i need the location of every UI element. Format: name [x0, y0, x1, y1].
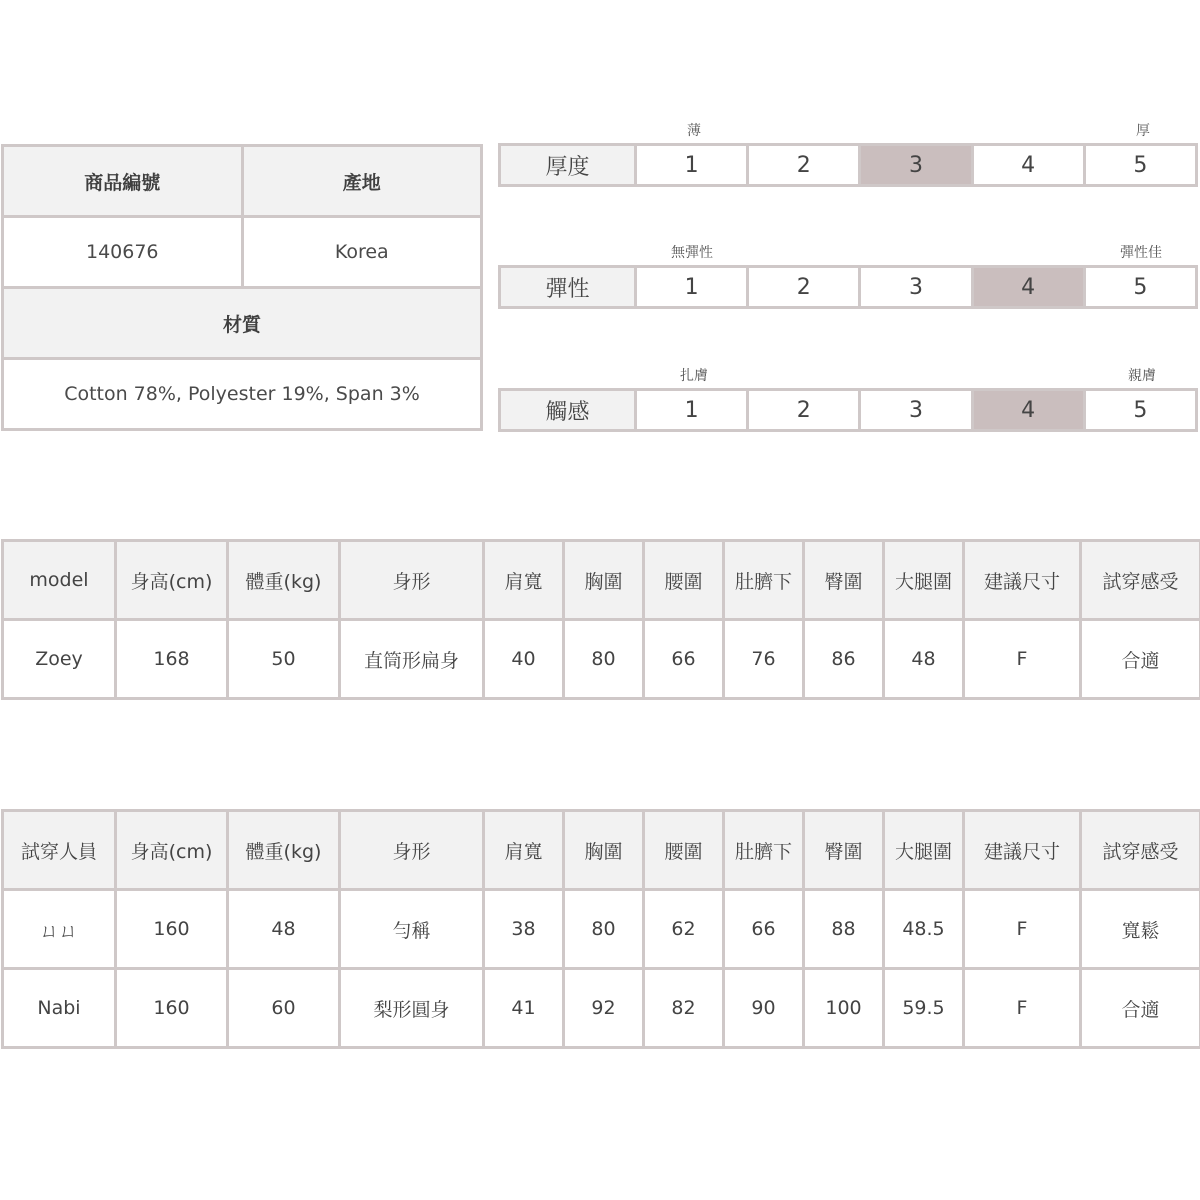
table-cell: 48 [228, 890, 340, 969]
scale-cell: 2 [748, 145, 860, 186]
model-measurement-table [1, 539, 1200, 700]
column-header: 大腿圍 [884, 541, 964, 620]
table-cell: F [964, 620, 1081, 699]
material-value: Cotton 78%, Polyester 19%, Span 3% [3, 359, 482, 430]
table-cell: 48 [884, 620, 964, 699]
fitter-measurement-table [1, 809, 1200, 1049]
column-header: 身高(cm) [116, 811, 228, 890]
table-row [3, 890, 1200, 969]
scale-cell: 5 [1084, 390, 1196, 431]
scale-low-caption: 扎膚 [680, 368, 708, 384]
table-cell: 88 [804, 890, 884, 969]
column-header: 肩寬 [484, 811, 564, 890]
product-info-table [1, 144, 483, 431]
table-cell: ㄩㄩ [3, 890, 116, 969]
column-header: 試穿人員 [3, 811, 116, 890]
elasticity-scale [498, 265, 1198, 309]
column-header: 肚臍下 [724, 541, 804, 620]
table-header-row [3, 811, 1200, 890]
scale-cell: 1 [636, 267, 748, 308]
scale-high-caption: 厚 [1136, 123, 1150, 139]
table-cell: 80 [564, 620, 644, 699]
touch-scale [498, 388, 1198, 432]
material-header: 材質 [3, 288, 482, 359]
table-cell: 100 [804, 969, 884, 1048]
column-header: 臀圍 [804, 811, 884, 890]
scale-high-caption: 彈性佳 [1120, 245, 1162, 261]
table-row [3, 620, 1200, 699]
table-cell: 62 [644, 890, 724, 969]
column-header: 建議尺寸 [964, 541, 1081, 620]
column-header: 臀圍 [804, 541, 884, 620]
table-cell: 50 [228, 620, 340, 699]
scale-cell: 1 [636, 390, 748, 431]
table-cell: 寬鬆 [1081, 890, 1200, 969]
scale-label: 觸感 [500, 390, 636, 431]
origin-header: 產地 [242, 146, 482, 217]
table-cell: 48.5 [884, 890, 964, 969]
thickness-scale [498, 143, 1198, 187]
scale-cell: 4 [972, 145, 1084, 186]
table-cell: 82 [644, 969, 724, 1048]
scale-label: 彈性 [500, 267, 636, 308]
scale-low-caption: 無彈性 [671, 245, 713, 261]
table-cell: 92 [564, 969, 644, 1048]
table-cell: 直筒形扁身 [340, 620, 484, 699]
table-cell: 160 [116, 969, 228, 1048]
table-cell: Zoey [3, 620, 116, 699]
scale-cell-selected: 4 [972, 267, 1084, 308]
scale-cell: 3 [860, 267, 972, 308]
origin-value: Korea [242, 217, 482, 288]
table-cell: 38 [484, 890, 564, 969]
table-cell: 66 [644, 620, 724, 699]
column-header: 身形 [340, 811, 484, 890]
column-header: model [3, 541, 116, 620]
column-header: 腰圍 [644, 811, 724, 890]
column-header: 胸圍 [564, 811, 644, 890]
column-header: 體重(kg) [228, 811, 340, 890]
column-header: 肚臍下 [724, 811, 804, 890]
scale-cell: 3 [860, 390, 972, 431]
table-cell: 66 [724, 890, 804, 969]
column-header: 身高(cm) [116, 541, 228, 620]
table-cell: 160 [116, 890, 228, 969]
table-cell: 梨形圓身 [340, 969, 484, 1048]
table-cell: F [964, 969, 1081, 1048]
table-cell: 勻稱 [340, 890, 484, 969]
column-header: 試穿感受 [1081, 541, 1200, 620]
table-cell: 40 [484, 620, 564, 699]
table-cell: Nabi [3, 969, 116, 1048]
table-cell: 168 [116, 620, 228, 699]
column-header: 胸圍 [564, 541, 644, 620]
table-cell: 59.5 [884, 969, 964, 1048]
scale-label: 厚度 [500, 145, 636, 186]
table-cell: 合適 [1081, 620, 1200, 699]
column-header: 體重(kg) [228, 541, 340, 620]
scale-cell-selected: 3 [860, 145, 972, 186]
table-row [3, 969, 1200, 1048]
table-cell: 86 [804, 620, 884, 699]
table-cell: 41 [484, 969, 564, 1048]
scale-cell: 5 [1084, 145, 1196, 186]
scale-low-caption: 薄 [687, 123, 701, 139]
table-header-row [3, 541, 1200, 620]
table-cell: 76 [724, 620, 804, 699]
table-cell: 合適 [1081, 969, 1200, 1048]
scale-high-caption: 親膚 [1128, 368, 1156, 384]
product-code-value: 140676 [3, 217, 243, 288]
scale-cell: 1 [636, 145, 748, 186]
column-header: 建議尺寸 [964, 811, 1081, 890]
scale-cell: 2 [748, 267, 860, 308]
product-code-header: 商品編號 [3, 146, 243, 217]
scale-cell-selected: 4 [972, 390, 1084, 431]
column-header: 腰圍 [644, 541, 724, 620]
column-header: 肩寬 [484, 541, 564, 620]
column-header: 試穿感受 [1081, 811, 1200, 890]
column-header: 身形 [340, 541, 484, 620]
scale-cell: 2 [748, 390, 860, 431]
table-cell: 90 [724, 969, 804, 1048]
table-cell: F [964, 890, 1081, 969]
column-header: 大腿圍 [884, 811, 964, 890]
table-cell: 60 [228, 969, 340, 1048]
scale-cell: 5 [1084, 267, 1196, 308]
table-cell: 80 [564, 890, 644, 969]
